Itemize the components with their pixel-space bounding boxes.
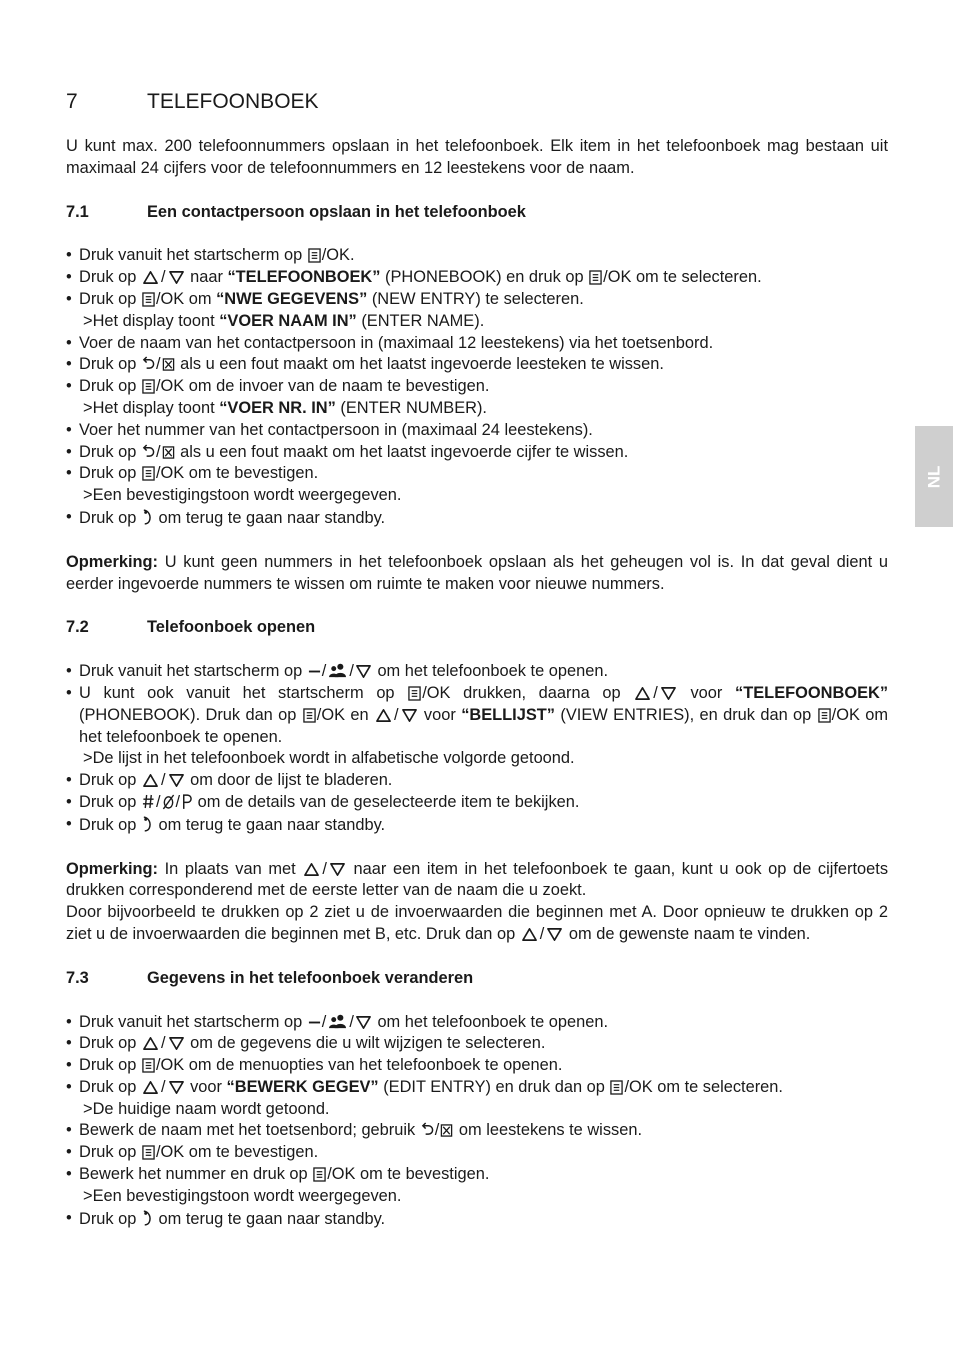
intro-paragraph: U kunt max. 200 telefoonnummers opslaan in het telefoonboek. Elk item in het telefoonboek mag bestaan uit maximaal 24 cijfers voor de telefoonnummers en 12 leestekens voor de naam.	[66, 137, 888, 177]
list-item: • Druk op /OK om “NWE GEGEVENS” (NEW ENTRY) te selecteren.	[66, 289, 584, 308]
list-item: • Druk op / als u een fout maakt om het laatst ingevoerde leesteken te wissen.	[66, 355, 664, 374]
up-icon	[142, 773, 159, 788]
back-icon	[142, 355, 155, 372]
menu-icon	[818, 708, 831, 723]
language-tab	[915, 426, 953, 527]
list-item: • Druk op om terug te gaan naar standby.	[66, 1208, 386, 1228]
down-icon	[660, 686, 677, 701]
subsection-title: Telefoonboek openen	[147, 618, 316, 637]
menu-icon	[142, 379, 155, 394]
language-tab-label: NL	[924, 465, 944, 488]
down-icon	[168, 270, 185, 285]
result-line: >De huidige naam wordt getoond.	[83, 1099, 330, 1118]
up-icon	[142, 270, 159, 285]
note-7-2: Opmerking: In plaats van met / naar een item in het telefoonboek te gaan, kunt u ook op de cijfertoets drukken corresponderend met de eerste letter van de naam die u zoekt.	[66, 859, 889, 900]
menu-icon	[142, 1058, 155, 1073]
subsection-number: 7.1	[66, 202, 89, 221]
dash-icon	[308, 1015, 321, 1030]
section-heading	[66, 88, 888, 116]
up-icon	[303, 862, 320, 877]
result-line: >Het display toont “VOER NR. IN” (ENTER NUMBER).	[83, 398, 487, 417]
list-item: • Druk op /OK om te bevestigen.	[66, 464, 319, 483]
up-icon	[375, 708, 392, 723]
down-icon	[401, 708, 418, 723]
list-item: • Druk vanuit het startscherm op /OK.	[66, 246, 355, 265]
contacts-icon	[327, 1013, 348, 1030]
result-line: >Het display toont “VOER NAAM IN” (ENTER NAME).	[83, 311, 485, 330]
list-item: • Druk op /OK om te bevestigen.	[66, 1143, 319, 1162]
subsection-number: 7.3	[66, 968, 89, 987]
back-icon	[142, 443, 155, 460]
dash-icon	[308, 664, 321, 679]
delete-icon	[162, 357, 175, 372]
down-icon	[329, 862, 346, 877]
section-number: 7	[66, 90, 78, 113]
subsection-title: Een contactpersoon opslaan in het telefoonboek	[147, 202, 526, 221]
result-line: >De lijst in het telefoonboek wordt in alfabetische volgorde getoond.	[83, 749, 575, 768]
list-item: • Druk op / voor “BEWERK GEGEV” (EDIT ENTRY) en druk dan op /OK om te selecteren.	[66, 1077, 783, 1096]
list-item: • Druk op / / om de details van de geselecteerde item te bekijken.	[66, 792, 580, 811]
manual-page	[66, 88, 888, 1230]
section-title: TELEFOONBOEK	[147, 90, 319, 113]
up-icon	[634, 686, 651, 701]
delete-icon	[440, 1123, 453, 1138]
subsection-heading-7-3	[66, 968, 888, 990]
down-icon	[168, 773, 185, 788]
p-icon	[181, 793, 192, 810]
down-icon	[355, 664, 372, 679]
end-call-icon	[142, 1208, 153, 1227]
result-line: >Een bevestigingstoon wordt weergegeven.	[83, 1186, 402, 1205]
list-item: • Druk op / als u een fout maakt om het laatst ingevoerde cijfer te wissen.	[66, 442, 629, 461]
subsection-title: Gegevens in het telefoonboek veranderen	[147, 968, 474, 987]
end-call-icon	[142, 507, 153, 526]
list-item: • Bewerk het nummer en druk op /OK om te bevestigen.	[66, 1165, 490, 1184]
menu-icon	[313, 1167, 326, 1182]
subsection-heading-7-1	[66, 202, 888, 224]
menu-icon	[142, 1145, 155, 1160]
list-item: • Druk op om terug te gaan naar standby.	[66, 507, 386, 527]
list-item: • Voer het nummer van het contactpersoon in (maximaal 24 leestekens).	[66, 420, 593, 439]
steps-list-7-3	[66, 1012, 888, 1231]
list-item: • Druk vanuit het startscherm op / / om het telefoonboek te openen.	[66, 662, 608, 681]
hash-icon	[142, 793, 155, 810]
contacts-icon	[327, 662, 348, 679]
menu-icon	[308, 248, 321, 263]
menu-icon	[408, 686, 421, 701]
subsection-heading-7-2	[66, 617, 888, 639]
list-item: • Druk op / om de gegevens die u wilt wijzigen te selecteren.	[66, 1034, 546, 1053]
list-item: • Druk vanuit het startscherm op / / om het telefoonboek te openen.	[66, 1012, 608, 1031]
list-item: • Druk op om terug te gaan naar standby.	[66, 814, 386, 834]
result-line: >Een bevestigingstoon wordt weergegeven.	[83, 486, 402, 505]
menu-icon	[589, 270, 602, 285]
down-icon	[168, 1080, 185, 1095]
end-call-icon	[142, 814, 153, 833]
down-icon	[546, 927, 563, 942]
list-item: • Voer de naam van het contactpersoon in (maximaal 12 leestekens) via het toetsenbord.	[66, 333, 714, 352]
mute-icon	[162, 793, 175, 810]
note-7-1: Opmerking: U kunt geen nummers in het telefoonboek opslaan als het geheugen vol is. In dat geval dient u eerder ingevoerde nummers te wissen om ruimte te maken voor nieuwe nummers.	[66, 552, 888, 593]
steps-list-7-2	[66, 661, 888, 836]
up-icon	[142, 1080, 159, 1095]
steps-list-7-1	[66, 245, 888, 529]
menu-icon	[303, 708, 316, 723]
list-item: • Druk op / naar “TELEFOONBOEK” (PHONEBOOK) en druk op /OK om te selecteren.	[66, 268, 762, 287]
list-item: • Druk op /OK om de menuopties van het telefoonboek te openen.	[66, 1056, 563, 1075]
subsection-number: 7.2	[66, 618, 89, 637]
menu-icon	[142, 292, 155, 307]
down-icon	[355, 1015, 372, 1030]
list-item: • Druk op /OK om de invoer van de naam te bevestigen.	[66, 377, 490, 396]
up-icon	[521, 927, 538, 942]
menu-icon	[142, 466, 155, 481]
note-7-2-example: Door bijvoorbeeld te drukken op 2 ziet u de invoerwaarden die beginnen met A. Door opnieuw te drukken op 2 ziet u de invoerwaarden die beginnen met B, etc. Druk dan op / om de gewenste naam te vinden.	[66, 903, 888, 943]
list-item: • U kunt ook vanuit het startscherm op /OK drukken, daarna op / voor “TELEFOONBOEK” (PHONEBOOK). Druk dan op /OK en / voor “BELLIJST” (VIEW ENTRIES), en druk dan op /OK om het telefoonboek te openen.	[66, 683, 889, 746]
up-icon	[142, 1036, 159, 1051]
delete-icon	[162, 445, 175, 460]
menu-icon	[610, 1080, 623, 1095]
down-icon	[168, 1036, 185, 1051]
list-item: • Druk op / om door de lijst te bladeren.	[66, 771, 393, 790]
list-item: • Bewerk de naam met het toetsenbord; gebruik / om leestekens te wissen.	[66, 1121, 643, 1140]
back-icon	[421, 1121, 434, 1138]
